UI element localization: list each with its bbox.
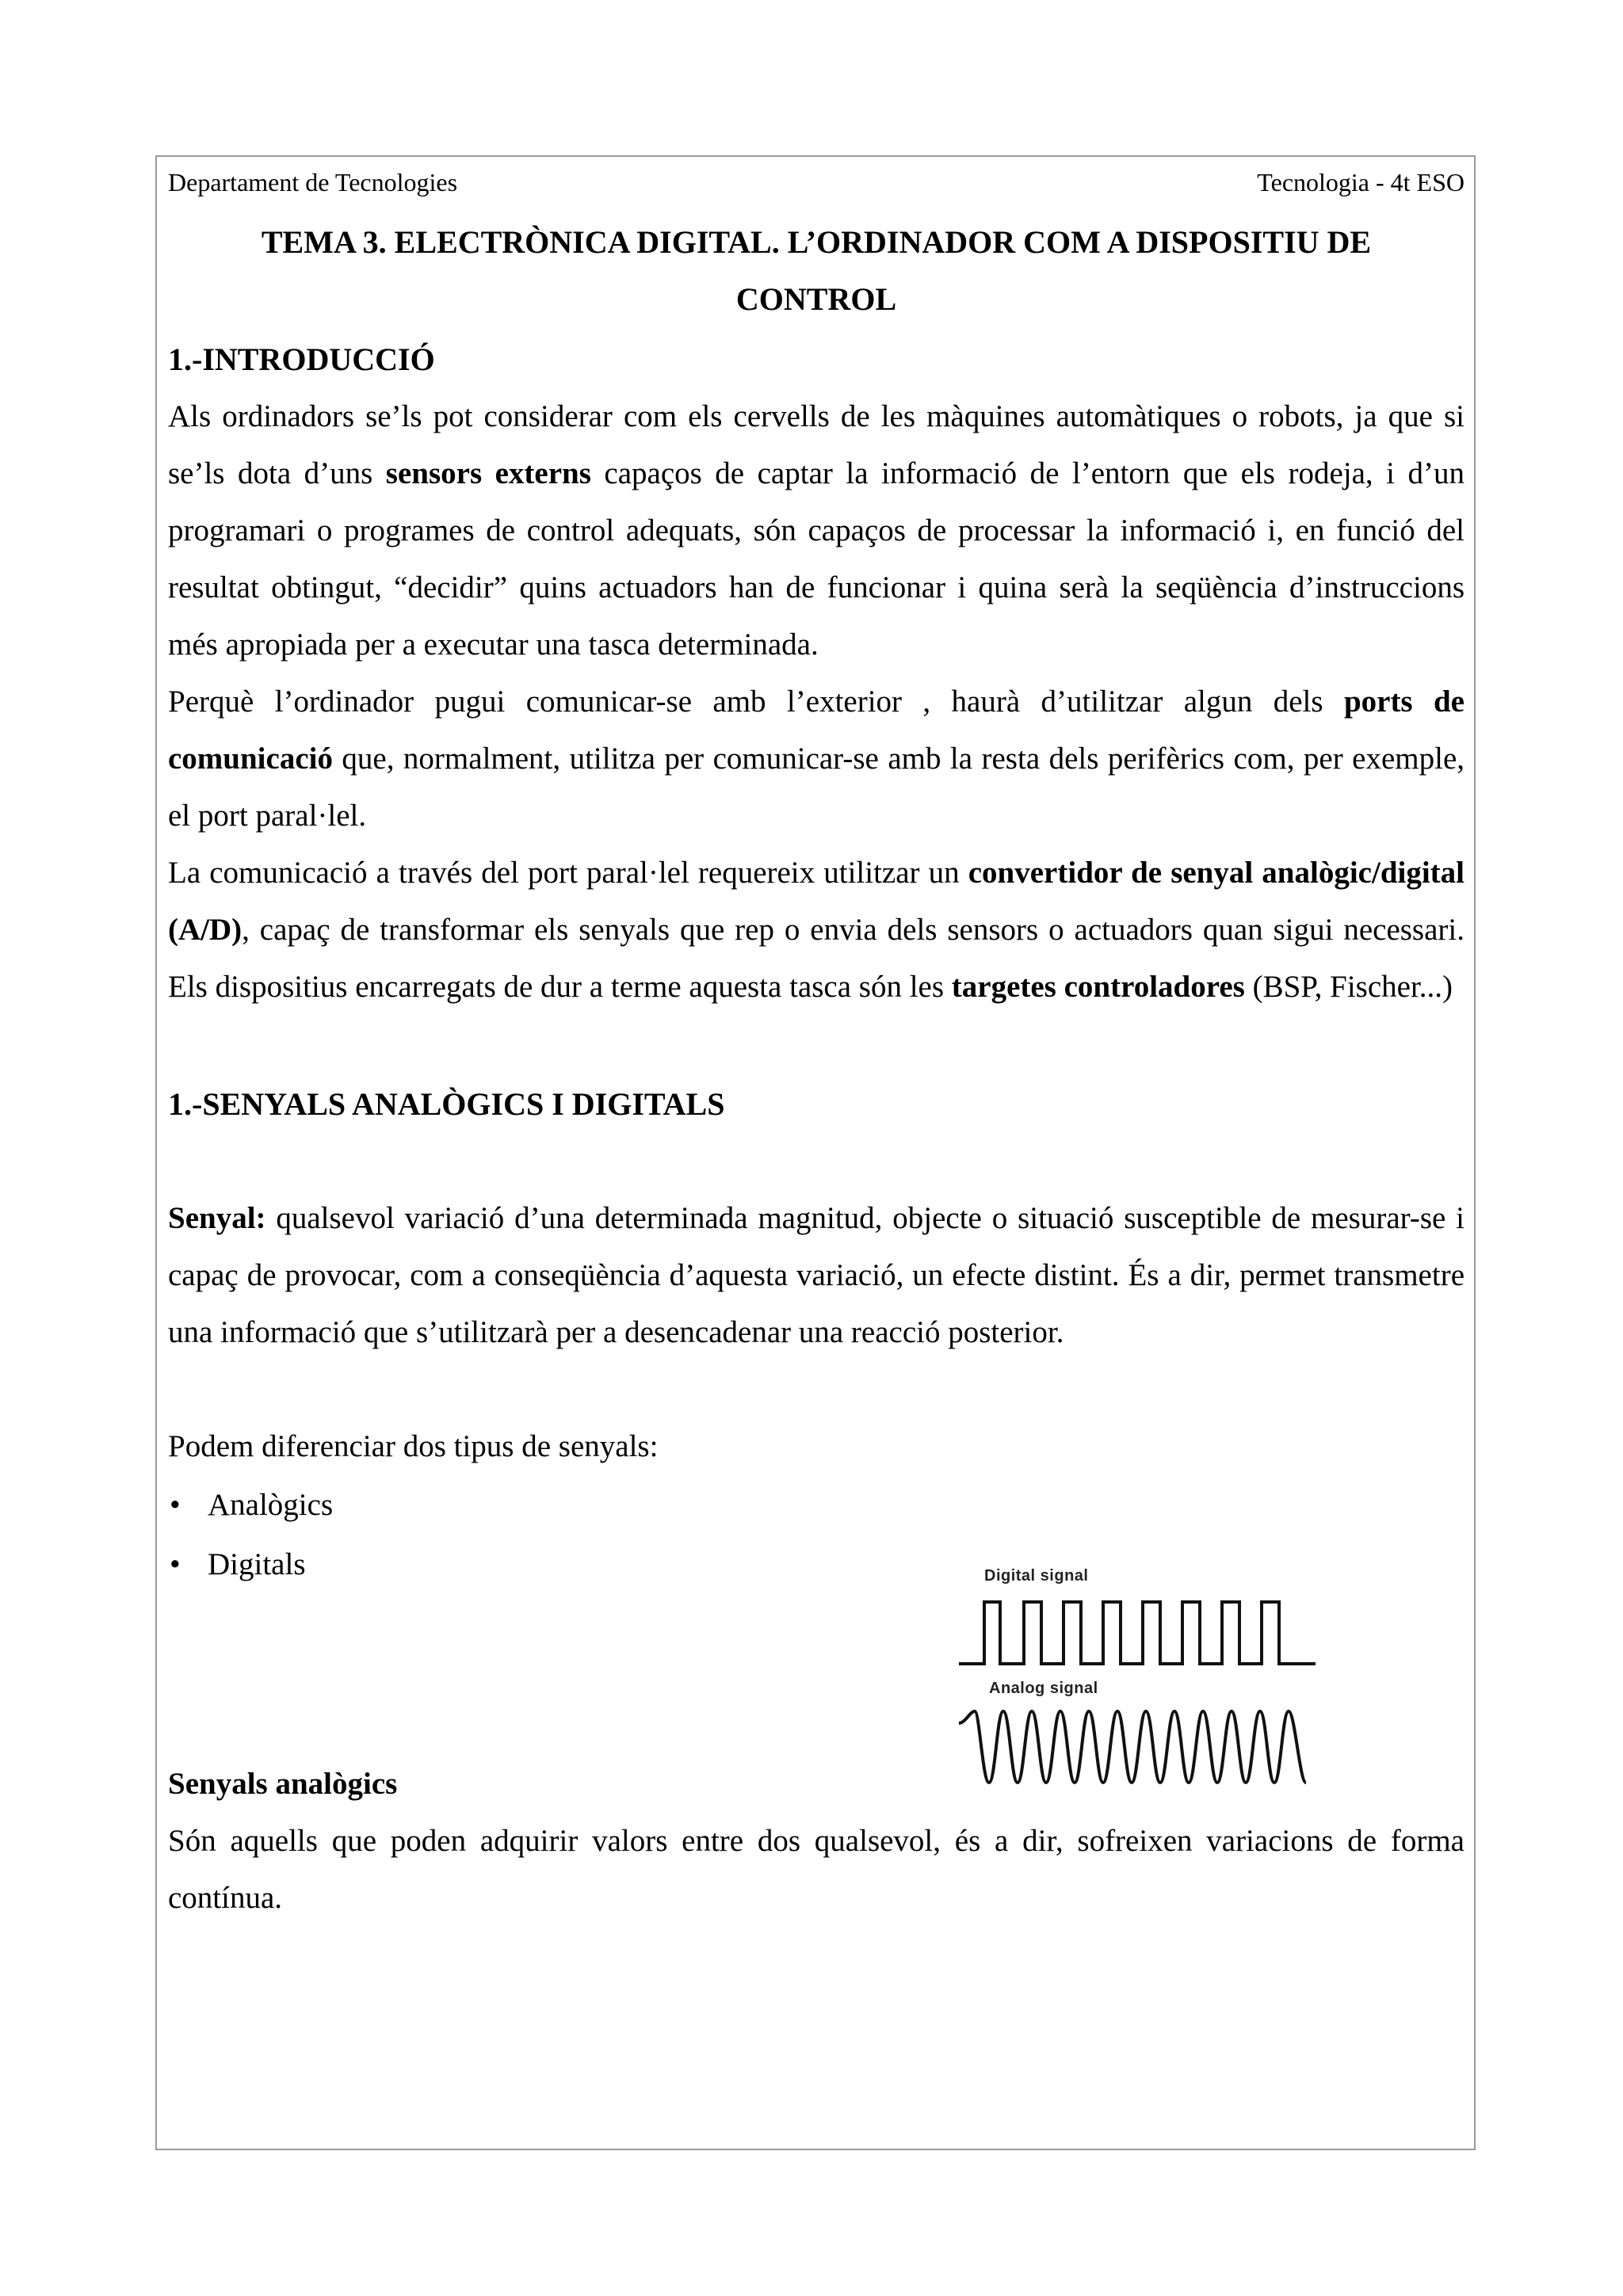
analog-waveform bbox=[959, 1711, 1306, 1783]
text-run: (BSP, Fischer...) bbox=[1244, 970, 1453, 1004]
bold-term: Senyal: bbox=[168, 1201, 266, 1235]
digital-signal-label: Digital signal bbox=[984, 1567, 1089, 1585]
spacer bbox=[168, 1133, 1465, 1190]
list-item-label: Digitals bbox=[208, 1547, 306, 1581]
bullet-icon: • bbox=[170, 1547, 181, 1581]
bold-term: sensors externs bbox=[385, 456, 591, 490]
document-title bbox=[168, 214, 1465, 328]
text-run: qualsevol variació d’una determinada magnitud, objecte o situació susceptible de mesurar-se i capaç de provocar, com a conseqüència d’aquesta variació, un efecte distint. És a dir, permet transmetre una informació que s’utilitzarà per a desencadenar una reacció posterior. bbox=[168, 1201, 1465, 1349]
bullet-icon: • bbox=[170, 1488, 181, 1522]
text-run: Perquè l’ordinador pugui comunicar-se amb l’exterior , haurà d’utilitzar algun dels bbox=[168, 685, 1344, 719]
list-item-label: Analògics bbox=[208, 1488, 334, 1522]
bold-term: convertidor de senyal analògic/digital (A/D) bbox=[168, 856, 1465, 947]
paragraph-intro-1 bbox=[168, 388, 1465, 673]
title-line-2: CONTROL bbox=[735, 281, 897, 317]
page-header bbox=[168, 158, 1465, 206]
signal-figure bbox=[951, 1553, 1331, 1798]
list-item bbox=[168, 1475, 1465, 1535]
bold-term: ports de comunicació bbox=[168, 685, 1465, 776]
title-line-1: TEMA 3. ELECTRÒNICA DIGITAL. L’ORDINADOR COM A DISPOSITIU DE bbox=[261, 224, 1372, 260]
header-course: Tecnologia - 4t ESO bbox=[1257, 168, 1465, 196]
spacer bbox=[168, 1016, 1465, 1073]
digital-waveform bbox=[959, 1602, 1316, 1664]
text-run: , capaç de transformar els senyals que rep o envia dels sensors o actuadors quan sigui necessari. Els dispositius encarregats de dur a terme aquesta tasca són les bbox=[168, 913, 1465, 1004]
paragraph-intro-2 bbox=[168, 673, 1465, 845]
analog-signal-label: Analog signal bbox=[989, 1680, 1098, 1697]
paragraph-types-intro: Podem diferenciar dos tipus de senyals: bbox=[168, 1429, 659, 1463]
spacer bbox=[168, 1361, 1465, 1418]
paragraph-intro-3 bbox=[168, 845, 1465, 1016]
text-run: La comunicació a través del port paral·lel requereix utilitzar un bbox=[168, 856, 968, 890]
section-heading-senyals: 1.-SENYALS ANALÒGICS I DIGITALS bbox=[168, 1086, 725, 1122]
text-run: Als ordinadors se’ls pot considerar com els cervells de les màquines automàtiques o robots, ja que si se’ls dota d’uns bbox=[168, 399, 1465, 490]
header-department: Departament de Tecnologies bbox=[168, 168, 458, 196]
section-heading-introduccio: 1.-INTRODUCCIÓ bbox=[168, 341, 435, 377]
paragraph-analogics: Són aquells que poden adquirir valors entre dos qualsevol, és a dir, sofreixen variacions de forma contínua. bbox=[168, 1824, 1465, 1915]
text-run: que, normalment, utilitza per comunicar-se amb la resta dels perifèrics com, per exemple, el port paral·lel. bbox=[168, 742, 1465, 833]
signal-waveforms bbox=[951, 1553, 1331, 1798]
paragraph-definition bbox=[168, 1190, 1465, 1361]
bold-term: targetes controladores bbox=[951, 970, 1245, 1004]
text-run: capaços de captar la informació de l’entorn que els rodeja, i d’un programari o programes de control adequats, són capaços de processar la informació i, en funció del resultat obtingut, “decidir” quins actuadors han de funcionar i quina serà la seqüència d’instruccions més apropiada per a executar una tasca determinada. bbox=[168, 456, 1465, 662]
subsection-heading-analogics: Senyals analògics bbox=[168, 1767, 398, 1801]
